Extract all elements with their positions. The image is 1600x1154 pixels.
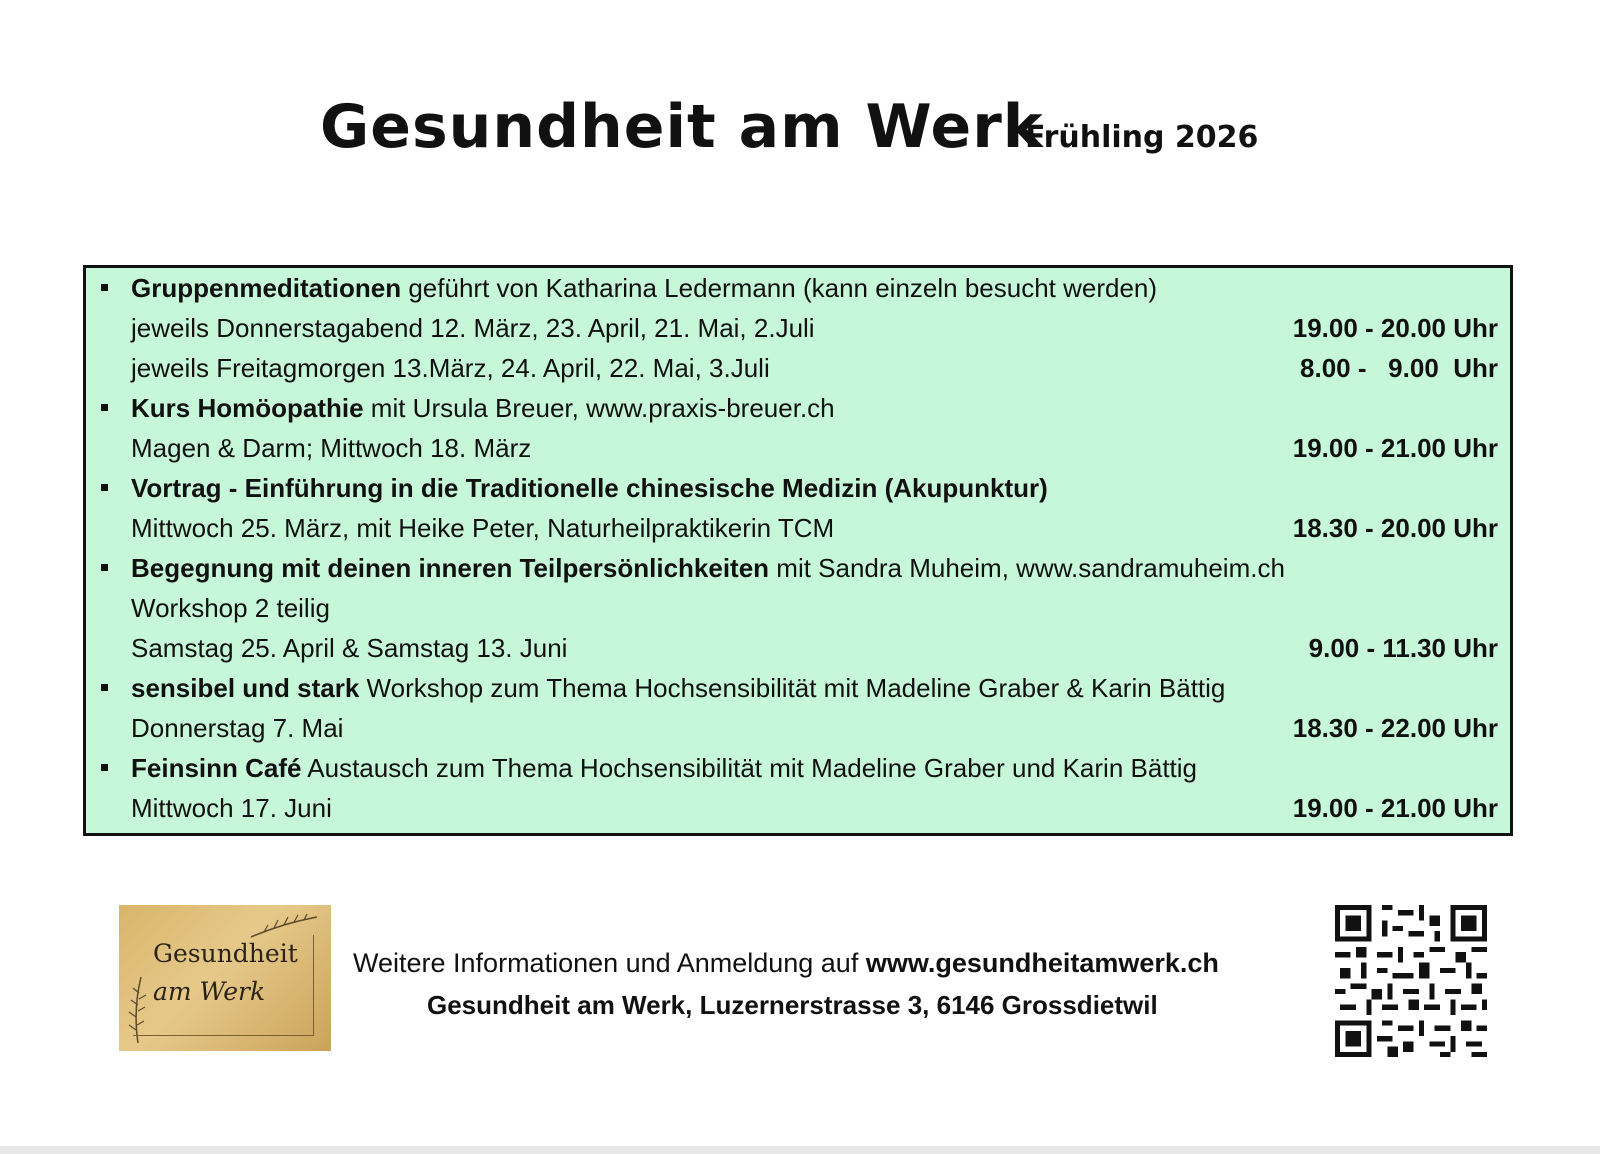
- item-description: mit Sandra Muheim, www.sandramuheim.ch: [769, 553, 1285, 583]
- time-range: 18.30 - 20.00 Uhr: [1292, 513, 1498, 543]
- time-range: 9.00 - 11.30 Uhr: [1308, 633, 1498, 663]
- schedule-date-line: [131, 788, 1498, 828]
- item-title: sensibel und stark: [131, 673, 360, 703]
- schedule-item-title: [131, 468, 1498, 508]
- info-line: [353, 948, 1219, 979]
- date-text: Workshop 2 teilig: [131, 593, 330, 623]
- address-line: Gesundheit am Werk, Luzernerstrasse 3, 6146 Grossdietwil: [427, 990, 1158, 1020]
- date-text: Mittwoch 25. März, mit Heike Peter, Naturheilpraktikerin TCM: [131, 513, 835, 543]
- item-title: Feinsinn Café: [131, 753, 302, 783]
- logo-text-line2: am Werk: [153, 977, 266, 1006]
- item-description: mit Ursula Breuer, www.praxis-breuer.ch: [363, 393, 835, 423]
- info-prefix: Weitere Informationen und Anmeldung auf: [353, 948, 866, 978]
- bullet-icon: [101, 764, 108, 771]
- schedule-item-title: [131, 268, 1498, 308]
- schedule-date-line: [131, 508, 1498, 548]
- schedule-item-title: [131, 668, 1498, 708]
- item-description: Workshop zum Thema Hochsensibilität mit Madeline Graber & Karin Bättig: [359, 673, 1226, 703]
- item-title: Begegnung mit deinen inneren Teilpersönlichkeiten: [131, 553, 770, 583]
- time-range: 19.00 - 21.00 Uhr: [1292, 433, 1498, 463]
- page-title: Gesundheit am Werk: [320, 92, 1044, 162]
- schedule-item-title: [131, 388, 1498, 428]
- date-text: jeweils Freitagmorgen 13.März, 24. April, 22. Mai, 3.Juli: [131, 353, 770, 383]
- qr-code-icon[interactable]: [1335, 905, 1487, 1057]
- date-text: jeweils Donnerstagabend 12. März, 23. April, 21. Mai, 2.Juli: [131, 313, 815, 343]
- bottom-divider: [0, 1146, 1600, 1154]
- item-description: Austausch zum Thema Hochsensibilität mit Madeline Graber und Karin Bättig: [301, 753, 1197, 783]
- date-text: Magen & Darm; Mittwoch 18. März: [131, 433, 532, 463]
- bullet-icon: [101, 684, 108, 691]
- time-range: 19.00 - 20.00 Uhr: [1292, 313, 1498, 343]
- date-text: Samstag 25. April & Samstag 13. Juni: [131, 633, 568, 663]
- bullet-icon: [101, 404, 108, 411]
- schedule-date-line: [131, 588, 1498, 628]
- time-range: 19.00 - 21.00 Uhr: [1292, 793, 1498, 823]
- schedule-date-line: [131, 348, 1498, 388]
- schedule-date-line: [131, 428, 1498, 468]
- date-text: Donnerstag 7. Mai: [131, 713, 344, 743]
- bullet-icon: [101, 484, 108, 491]
- schedule-box: [83, 265, 1513, 836]
- season-label: Frühling 2026: [1025, 120, 1259, 155]
- time-range: 8.00 - 9.00 Uhr: [1300, 353, 1498, 383]
- schedule-item-title: [131, 548, 1498, 588]
- schedule-item-title: [131, 748, 1498, 788]
- time-range: 18.30 - 22.00 Uhr: [1292, 713, 1498, 743]
- schedule-date-line: [131, 308, 1498, 348]
- schedule-date-line: [131, 628, 1498, 668]
- bullet-icon: [101, 284, 108, 291]
- logo: [119, 905, 331, 1051]
- item-title: Vortrag - Einführung in die Traditionelle chinesische Medizin (Akupunktur): [131, 473, 1048, 503]
- schedule-date-line: [131, 708, 1498, 748]
- item-title: Gruppenmeditationen: [131, 273, 402, 303]
- website-link[interactable]: www.gesundheitamwerk.ch: [865, 948, 1219, 978]
- date-text: Mittwoch 17. Juni: [131, 793, 332, 823]
- item-title: Kurs Homöopathie: [131, 393, 364, 423]
- bullet-icon: [101, 564, 108, 571]
- item-description: geführt von Katharina Ledermann (kann einzeln besucht werden): [401, 273, 1158, 303]
- logo-text-line1: Gesundheit: [153, 939, 298, 968]
